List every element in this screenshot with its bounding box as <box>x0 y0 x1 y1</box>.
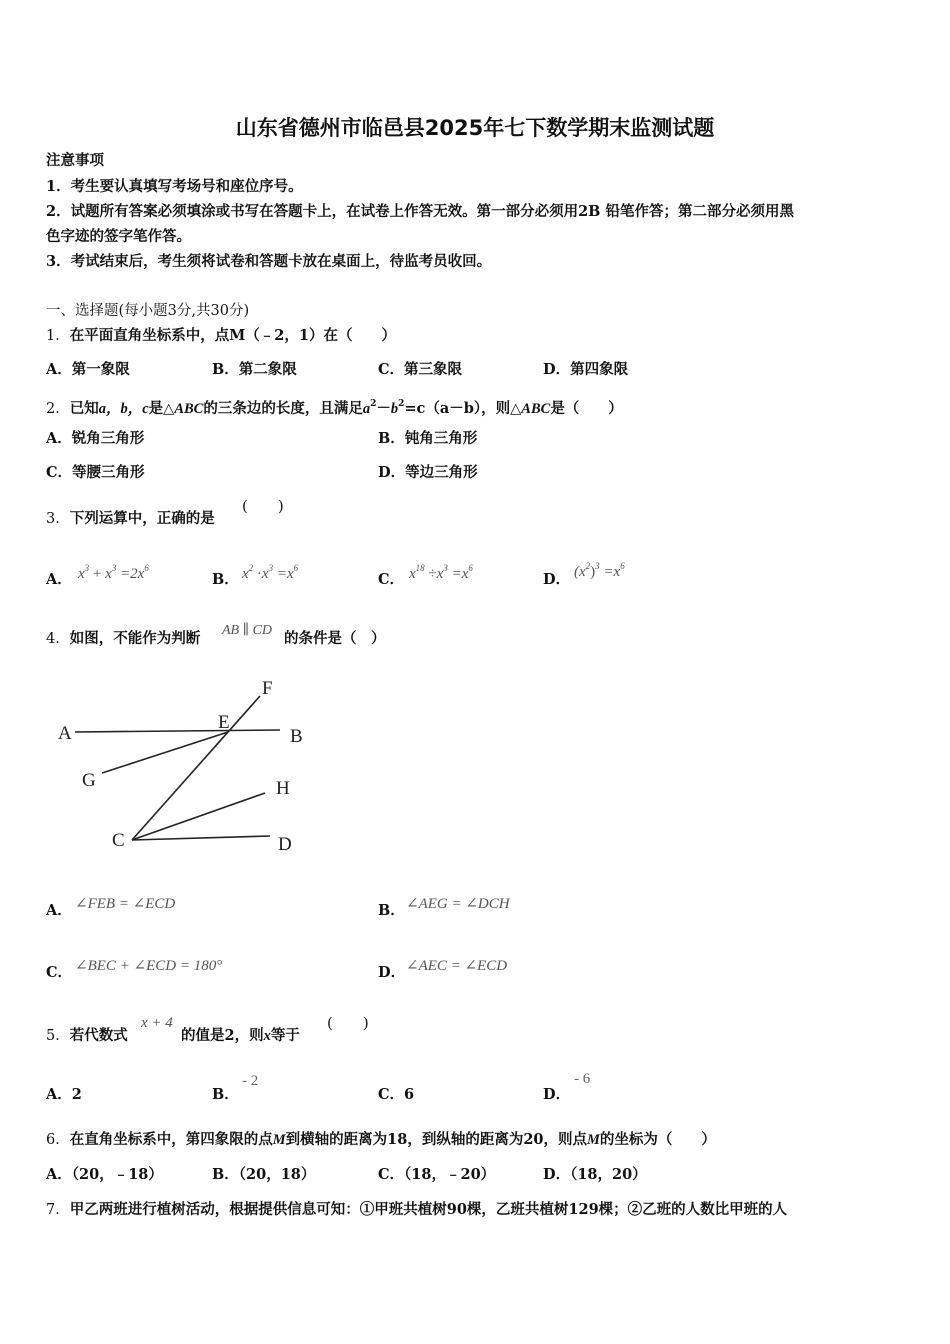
label-d: D <box>278 834 292 855</box>
answer-paren: ( ) <box>327 1014 369 1032</box>
label-b: B <box>290 726 303 747</box>
question-4: 4．如图，不能作为判断 <box>46 630 201 647</box>
option-a[interactable]: A．2 <box>46 1086 82 1103</box>
label-h: H <box>276 778 290 799</box>
page-title: 山东省德州市临邑县2025年七下数学期末监测试题 <box>235 116 715 140</box>
option-value: - 6 <box>574 1071 591 1087</box>
option-c[interactable]: C．等腰三角形 <box>46 464 145 481</box>
question-number: 1． <box>46 328 70 344</box>
option-d[interactable]: D． <box>378 964 406 981</box>
notice-item: 1．考生要认真填写考场号和座位序号。 <box>46 178 303 195</box>
angle-expression: ∠AEG = ∠DCH <box>406 896 510 912</box>
option-value: - 2 <box>242 1073 259 1089</box>
option-b[interactable]: B．钝角三角形 <box>378 430 478 447</box>
line-cf <box>132 696 260 840</box>
option-b[interactable]: B． <box>378 902 405 919</box>
parallel-relation: AB ∥ CD <box>222 623 273 638</box>
question-text: 在（ ） <box>323 327 396 344</box>
question-text: 的值是2，则x等于 <box>181 1027 300 1044</box>
option-a[interactable]: A．（20，﹣18） <box>46 1166 163 1183</box>
question-7: 7．甲乙两班进行植树活动，根据提供信息可知：①甲班共植树90棵，乙班共植树129棵；②乙班的人数比甲班的人 <box>46 1201 788 1218</box>
option-c[interactable]: C． <box>46 964 73 981</box>
math-expression: $x^3 + x^3 =2x^6$ <box>78 563 149 582</box>
question-6: 6．在直角坐标系中，第四象限的点M到横轴的距离为18，到纵轴的距离为20，则点M的坐标为（ ） <box>46 1131 716 1148</box>
question-1 <box>46 327 396 345</box>
option-d[interactable]: D． <box>543 571 571 588</box>
math-expression: $x^{18} \div x^3 =x^6$ <box>409 563 473 582</box>
option-d[interactable]: D．（18，20） <box>543 1166 647 1183</box>
label-e: E <box>218 712 230 733</box>
option-b[interactable]: B．（20，18） <box>212 1166 316 1183</box>
section-heading: 一、选择题(每小题3分,共30分) <box>46 303 250 319</box>
line-cd <box>132 836 270 840</box>
question-3: 3．下列运算中，正确的是 <box>46 510 215 527</box>
option-d[interactable]: D． <box>543 1086 571 1103</box>
notice-heading: 注意事项 <box>46 152 104 169</box>
option-a[interactable]: A． <box>46 571 72 588</box>
question-2: 2．已知a，b，c是△ABC的三条边的长度，且满足$a^2-b^2=c(a-b)$，则△ABC是（ ） <box>46 399 623 417</box>
option-c[interactable]: C．（18，﹣20） <box>378 1166 496 1183</box>
question-text: 的条件是（ ） <box>284 630 386 647</box>
line-ab <box>75 730 280 732</box>
label-f: F <box>262 678 273 699</box>
option-a[interactable]: A．锐角三角形 <box>46 430 145 447</box>
point-m: M（﹣2，1） <box>229 327 324 344</box>
question-5: 5．若代数式 <box>46 1027 128 1044</box>
option-b[interactable]: B． <box>212 1086 239 1103</box>
math-expression: $(x^2)^3 =x^6$ <box>574 561 625 580</box>
label-c: C <box>112 830 125 851</box>
question-text: 在平面直角坐标系中，点 <box>69 327 230 344</box>
option-a[interactable]: A．第一象限 <box>46 361 130 378</box>
option-d[interactable]: D．第四象限 <box>543 361 629 378</box>
label-a: A <box>58 723 72 744</box>
notice-item: 2．试题所有答案必须填涂或书写在答题卡上，在试卷上作答无效。第一部分必须用2B 铅笔作答；第二部分必须用黑 <box>46 203 794 220</box>
option-a[interactable]: A． <box>46 902 72 919</box>
option-c[interactable]: C．6 <box>378 1086 415 1103</box>
angle-expression: ∠AEC = ∠ECD <box>406 958 508 974</box>
angle-expression: ∠BEC + ∠ECD = 180° <box>75 958 223 974</box>
algebraic-expression: x + 4 <box>141 1015 173 1031</box>
question-number: 2． <box>46 401 70 417</box>
answer-paren: ( ) <box>242 497 284 515</box>
math-expression: $x^2 \cdot x^3 =x^6$ <box>242 563 299 582</box>
notice-item: 色字迹的签字笔作答。 <box>46 228 191 245</box>
angle-expression: ∠FEB = ∠ECD <box>75 896 176 912</box>
option-c[interactable]: C．第三象限 <box>378 361 463 378</box>
geometry-figure <box>50 672 320 862</box>
label-g: G <box>82 770 96 791</box>
option-b[interactable]: B．第二象限 <box>212 361 297 378</box>
option-c[interactable]: C． <box>378 571 405 588</box>
option-d[interactable]: D．等边三角形 <box>378 464 478 481</box>
notice-item: 3．考试结束后，考生须将试卷和答题卡放在桌面上，待监考员收回。 <box>46 253 492 270</box>
option-b[interactable]: B． <box>212 571 239 588</box>
